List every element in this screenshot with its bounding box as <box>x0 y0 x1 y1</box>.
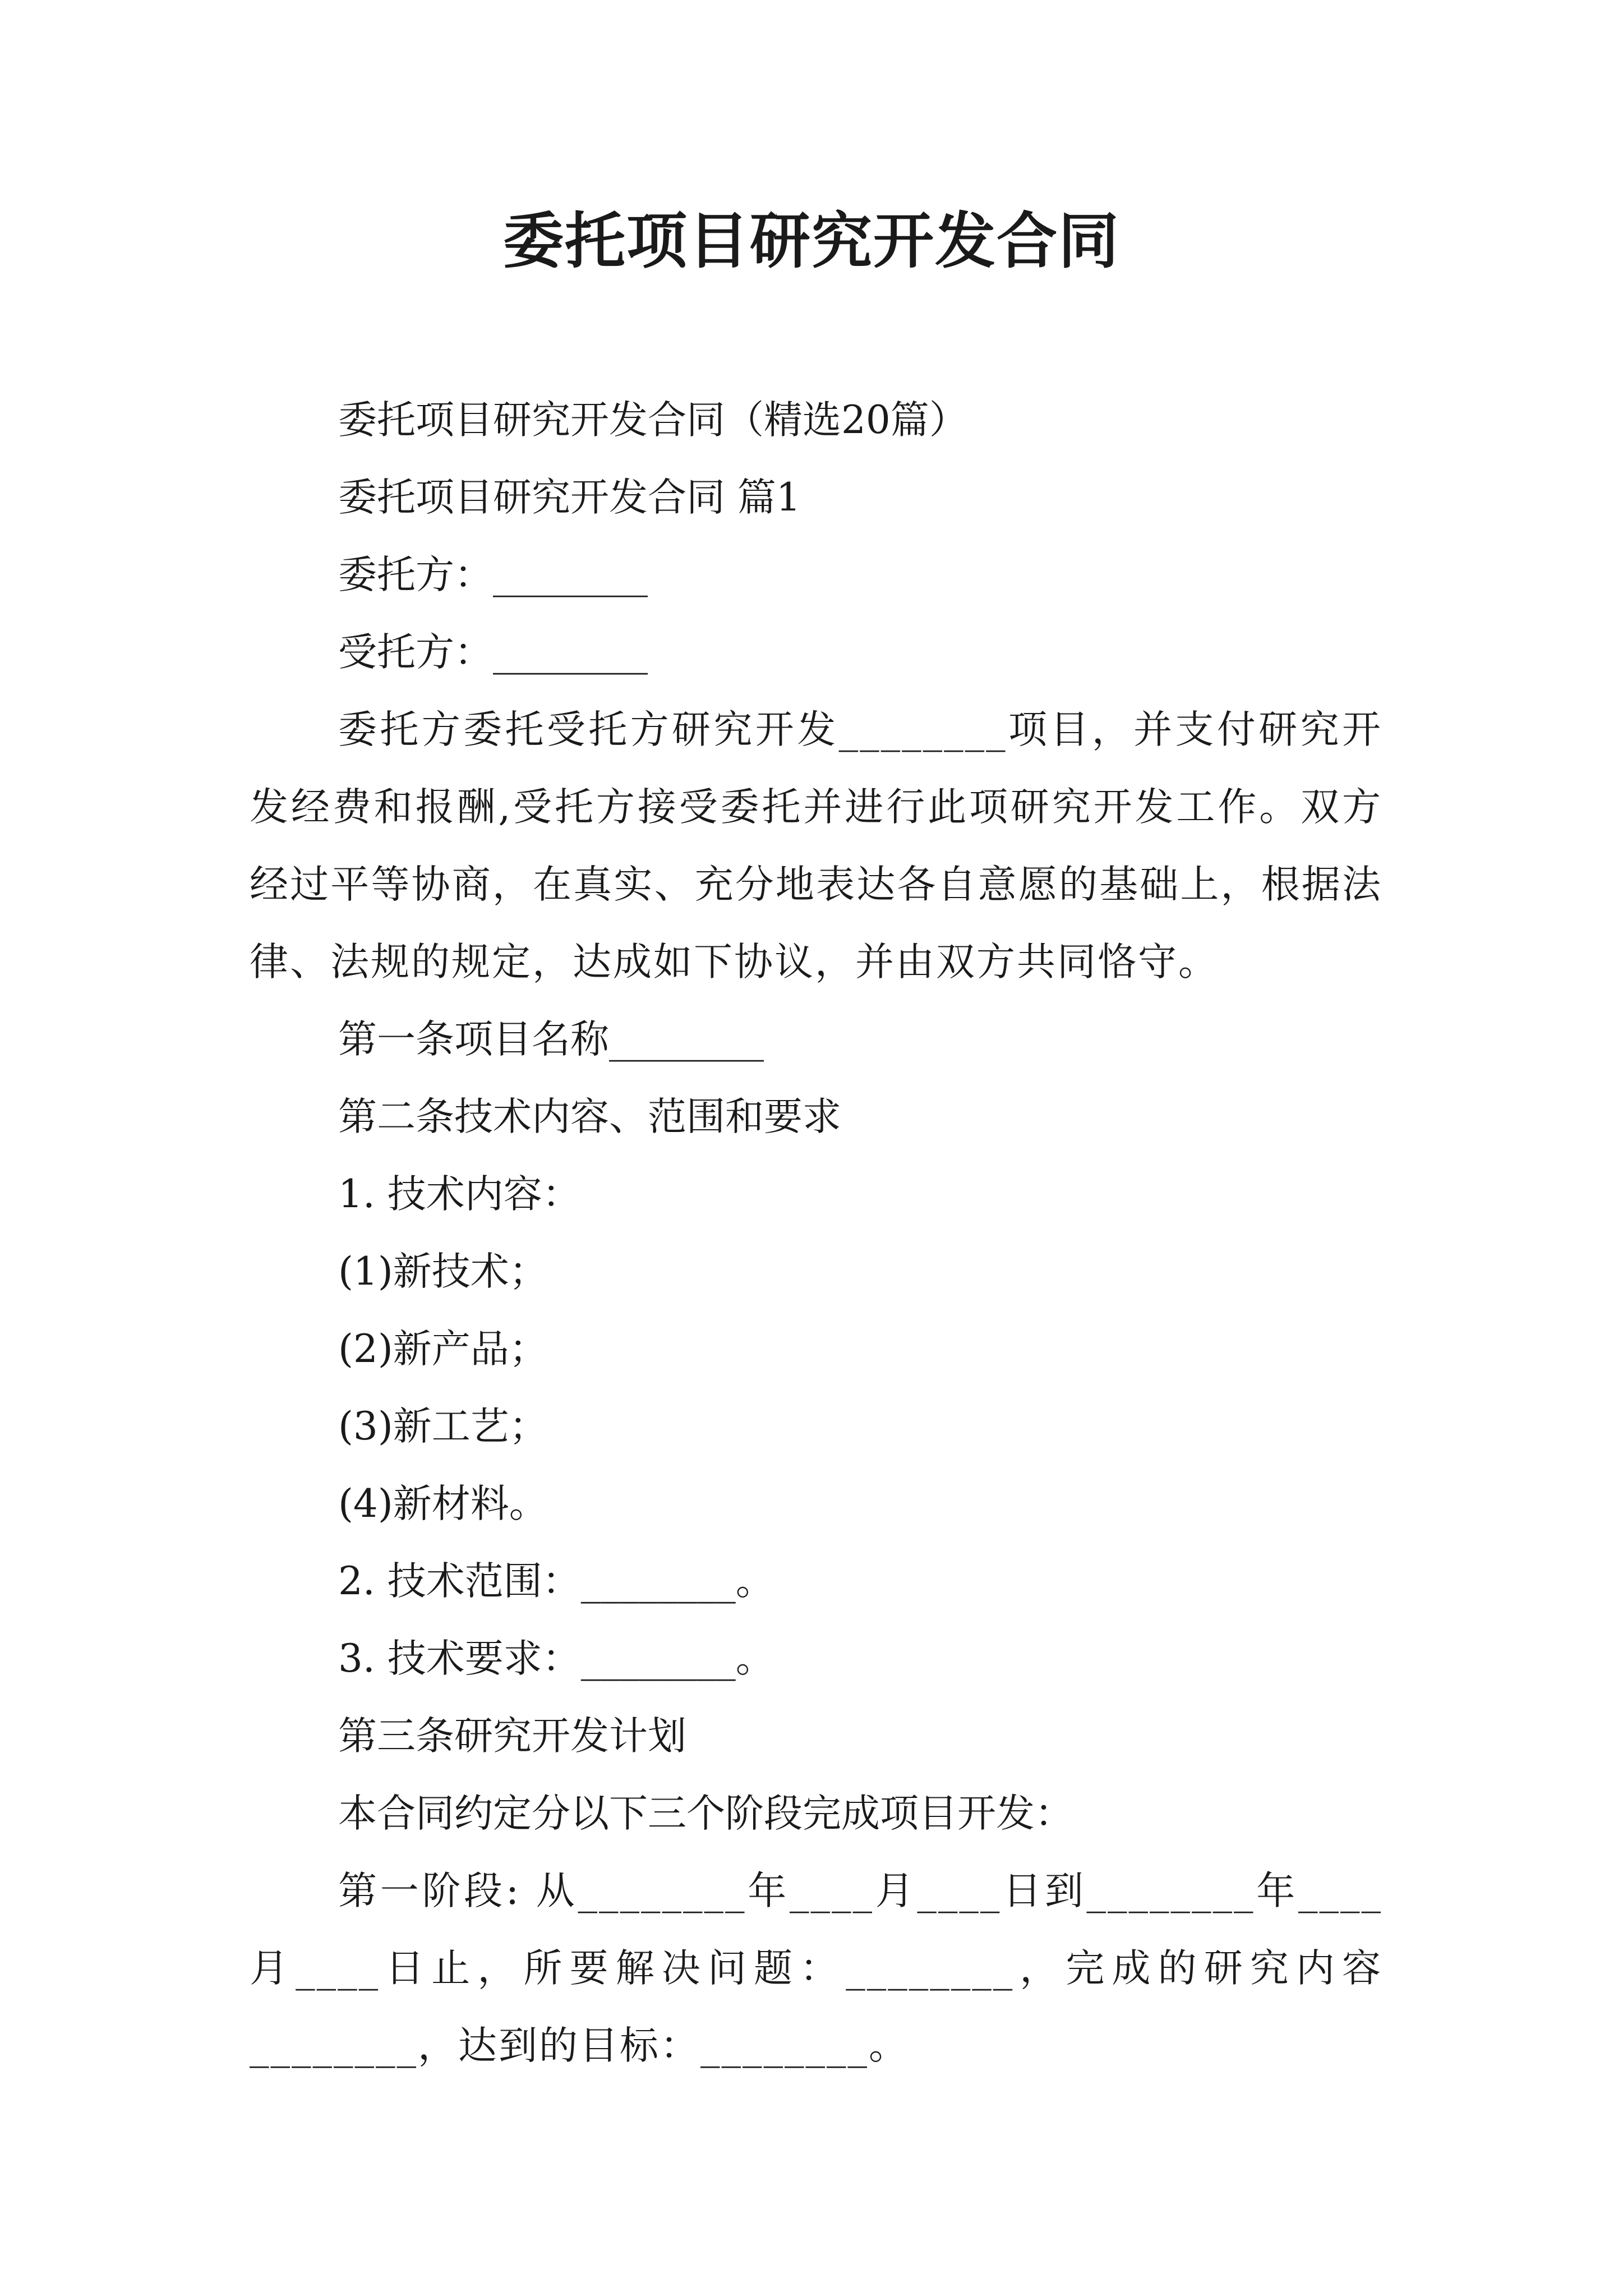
section-heading: 委托项目研究开发合同 篇1 <box>338 475 801 520</box>
party-entrusted: 受托方：________ <box>338 630 648 675</box>
phase-1-paragraph: 第一阶段: 从________年____月____日到________年____月____日止，所要解决问题：________，完成的研究内容________，达到的目标：________。 <box>250 1869 1382 2068</box>
doc-subtitle: 委托项目研究开发合同（精选20篇） <box>338 398 968 443</box>
item-tech-scope: 2. 技术范围：________。 <box>338 1559 774 1604</box>
subitem-2: (2)新产品； <box>338 1327 548 1372</box>
document-body <box>250 381 1382 2085</box>
subitem-3: (3)新工艺； <box>338 1404 548 1449</box>
article-2: 第二条技术内容、范围和要求 <box>338 1094 841 1139</box>
subitem-1: (1)新技术； <box>338 1249 548 1294</box>
item-tech-requirement: 3. 技术要求：________。 <box>338 1636 774 1681</box>
subitem-4: (4)新材料。 <box>338 1481 548 1526</box>
plan-intro: 本合同约定分以下三个阶段完成项目开发： <box>338 1791 1073 1836</box>
document-title: 委托项目研究开发合同 <box>502 206 1120 277</box>
article-3: 第三条研究开发计划 <box>338 1714 686 1759</box>
item-tech-content: 1. 技术内容： <box>338 1172 581 1217</box>
preamble-paragraph: 委托方委托受托方研究开发________项目，并支付研究开发经费和报酬,受托方接受委托并进行此项研究开发工作。双方经过平等协商，在真实、充分地表达各自意愿的基础上，根据法律、法规的规定，达成如下协议，并由双方共同恪守。 <box>250 707 1382 984</box>
article-1: 第一条项目名称________ <box>338 1017 764 1062</box>
party-entrusting: 委托方：________ <box>338 553 648 597</box>
